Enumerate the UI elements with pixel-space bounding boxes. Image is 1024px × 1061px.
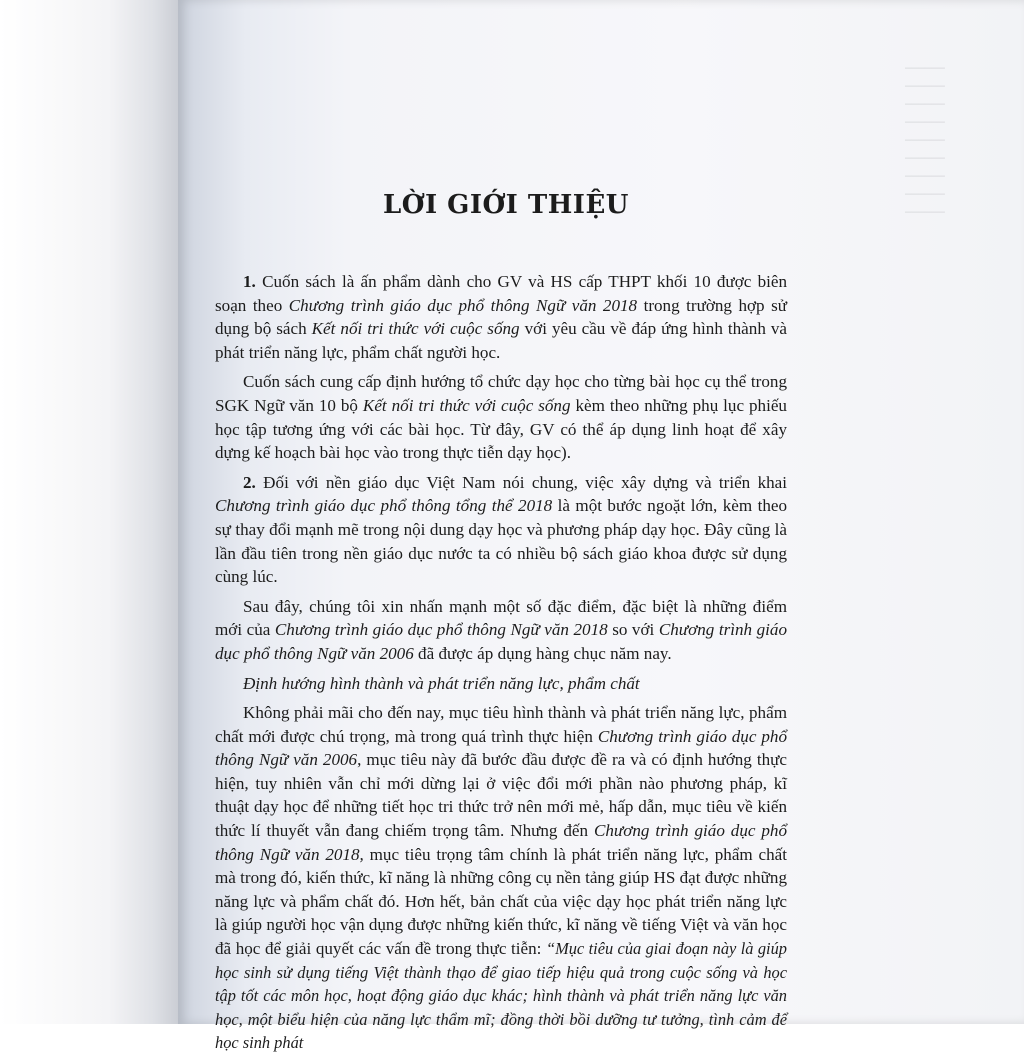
paragraph <box>215 370 787 464</box>
paragraph <box>215 270 787 364</box>
section-number: 2. <box>243 472 256 492</box>
italic-text: Định hướng hình thành và phát triển năng lực, phẩm chất <box>243 673 640 693</box>
text-run: với yêu cầu về đáp ứng hình thành và phát triển năng lực, phẩm chất người học. <box>215 319 787 362</box>
text-run: Không phải mãi cho đến nay, mục tiêu hình thành và phát triển năng lực, phẩm chất mới được chú trọng, mà trong quá trình thực hiện <box>215 703 787 746</box>
text-run: Cuốn sách cung cấp định hướng tổ chức dạy học cho từng bài học cụ thể trong SGK Ngữ văn 10 bộ <box>215 372 787 415</box>
italic-text: Chương trình giáo dục phổ thông tổng thể 2018 <box>215 496 553 516</box>
text-run: Cuốn sách là ấn phẩm dành cho GV và HS cấp THPT khối 10 được biên soạn theo <box>215 272 787 315</box>
italic-text: Chương trình giáo dục phổ thông Ngữ văn 2018, <box>215 821 787 864</box>
text-run: so với <box>607 620 659 640</box>
show-through-text: ────── ────── ────── ────── ────── ────── ────── ────── ────── <box>905 62 945 219</box>
paragraph <box>215 672 787 696</box>
quote-text: “Mục tiêu của giai đoạn này là giúp học sinh sử dụng tiếng Việt thành thạo để giao tiếp hiệu quả trong cuộc sống và học tập tốt các môn học, hoạt động giáo dục khác; hình thành và phát triển năng lực văn học, một biểu hiện của năng lực thẩm mĩ; đồng thời bồi dưỡng tư tưởng, tình cảm để học sinh phát <box>215 939 787 1053</box>
text-run: Đối với nền giáo dục Việt Nam nói chung, việc xây dựng và triển khai <box>255 472 787 492</box>
text-run: kèm theo những phụ lục phiếu học tập tương ứng với các bài học. Từ đây, GV có thể áp dụng linh hoạt để xây dựng kế hoạch bài học vào trong thực tiễn dạy học). <box>215 395 787 463</box>
paragraph <box>215 595 787 666</box>
section-number: 1. <box>243 272 256 291</box>
paragraph <box>215 471 787 589</box>
italic-text: Chương trình giáo dục phổ thông Ngữ văn 2018 <box>274 620 608 640</box>
text-run: Sau đây, chúng tôi xin nhấn mạnh một số đặc điểm, đặc biệt là những điểm mới của <box>215 596 787 640</box>
italic-text: Kết nối tri thức với cuộc sống <box>311 319 520 339</box>
italic-text: Chương trình giáo dục phổ thông Ngữ văn 2006 <box>215 726 787 770</box>
text-run: đã được áp dụng hàng chục năm nay. <box>413 643 672 663</box>
text-run: là một bước ngoặt lớn, kèm theo sự thay đổi mạnh mẽ trong nội dung dạy học và phương pháp dạy học. Đây cũng là lần đầu tiên trong nền giáo dục nước ta có nhiều bộ sách giáo khoa được sử dụng cùng lúc. <box>215 496 788 587</box>
paragraph <box>215 701 787 1055</box>
text-run: mục tiêu trọng tâm chính là phát triển năng lực, phẩm chất mà trong đó, kiến thức, kĩ năng là những công cụ nền tảng giúp HS đạt được những năng lực và phẩm chất đó. Hơn hết, bản chất của việc dạy học phát triển năng lực là giúp người học vận dụng được những kiến thức, kĩ năng về tiếng Việt và văn học đã học để giải quyết các vấn đề trong thực tiễn: <box>215 844 787 959</box>
page-spine-shadow <box>0 0 180 1024</box>
italic-text: Kết nối tri thức với cuộc sống <box>362 395 571 415</box>
page-title: LỜI GIỚI THIỆU <box>383 190 629 220</box>
text-run: trong trường hợp sử dụng bộ sách <box>215 295 787 339</box>
body-text <box>215 270 787 1061</box>
italic-text: Chương trình giáo dục phổ thông Ngữ văn 2006 <box>215 620 788 663</box>
text-run: , mục tiêu này đã bước đầu được đề ra và có định hướng thực hiện, tuy nhiên vẫn chỉ mới dừng lại ở việc đổi mới phần nào phương pháp, kĩ thuật dạy học để những tiết học tri thức trở nên mới mẻ, hấp dẫn, mục tiêu về kiến thức lí thuyết vẫn đang chiếm trọng tâm. Nhưng đến <box>215 750 787 841</box>
italic-text: Chương trình giáo dục phổ thông Ngữ văn 2018 <box>288 295 638 315</box>
